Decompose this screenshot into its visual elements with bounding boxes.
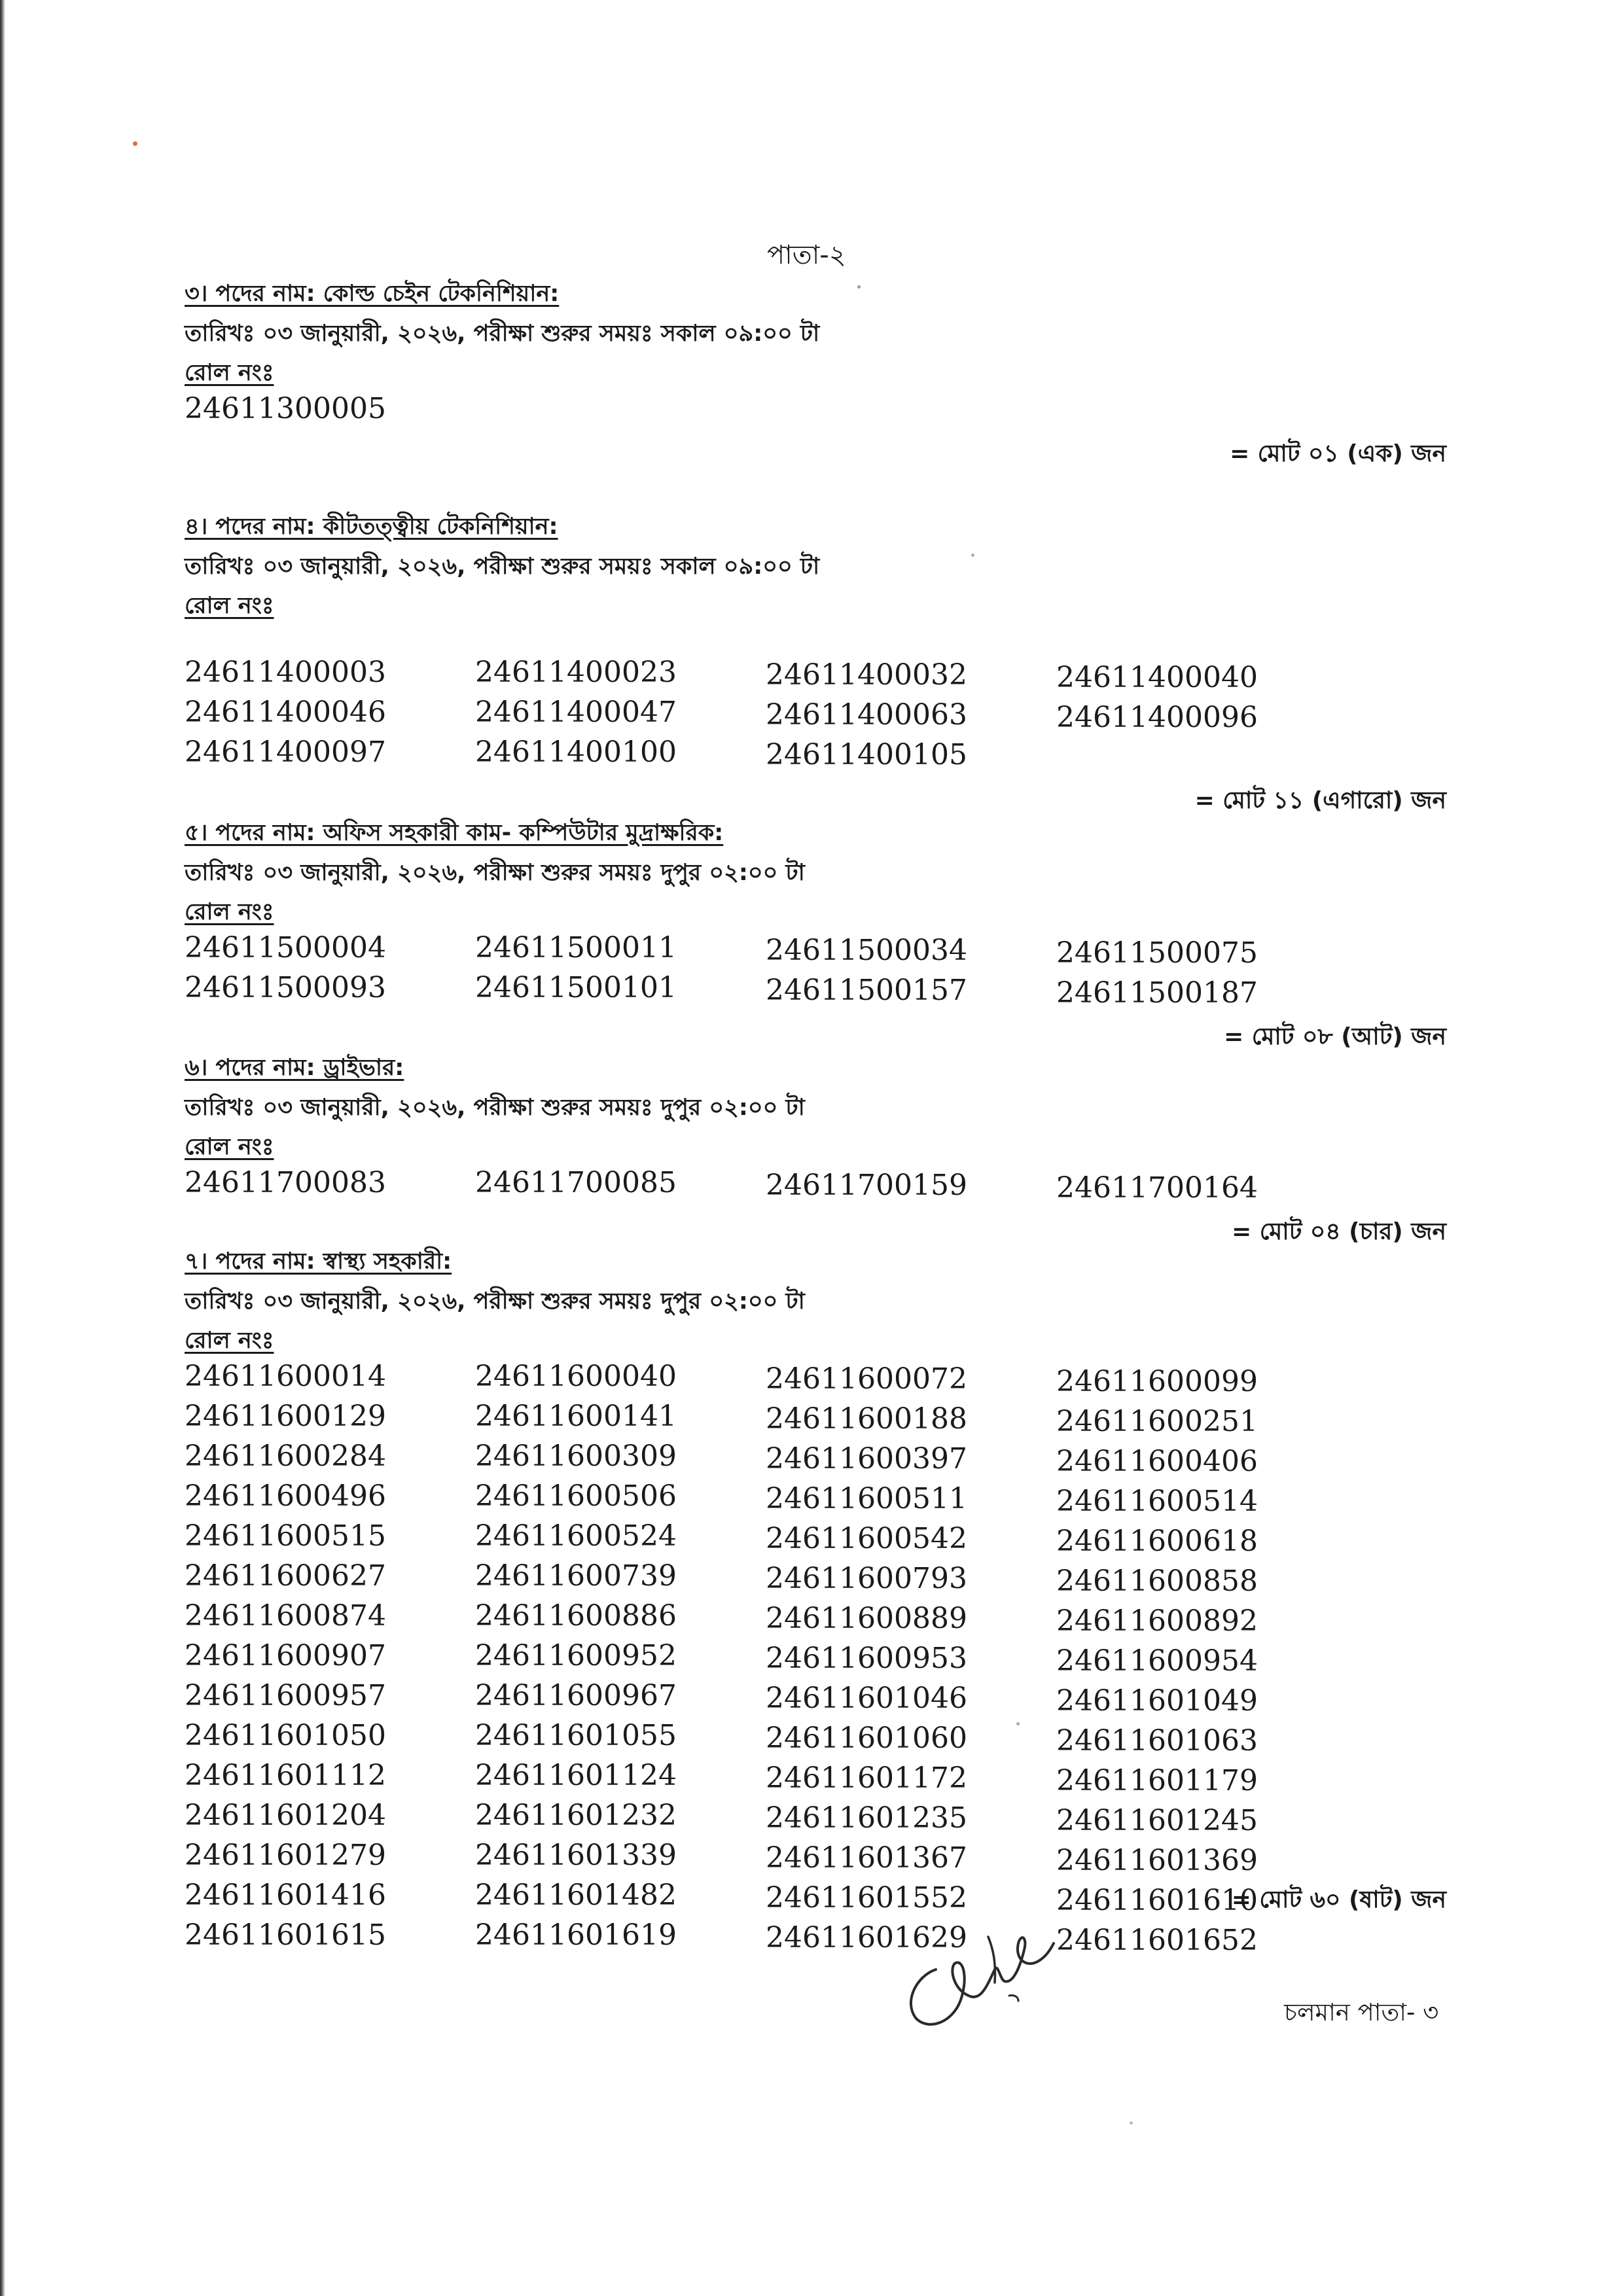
roll-number: 24611600952 [475, 1639, 677, 1672]
roll-number: 24611600496 [185, 1479, 386, 1513]
roll-number: 24611500075 [1056, 936, 1258, 970]
roll-number: 24611600907 [185, 1639, 386, 1672]
roll-number: 24611601204 [185, 1799, 386, 1832]
exam-schedule: তারিখঃ ০৩ জানুয়ারী, ২০২৬, পরীক্ষা শুরুর সময়ঃ দুপুর ০২:০০ টা [185, 1095, 805, 1121]
roll-number: 24611600014 [185, 1360, 386, 1393]
roll-number: 24611600511 [766, 1482, 967, 1515]
scan-speck [133, 141, 137, 146]
post-total: = মোট ০৮ (আট) জন [1224, 1023, 1446, 1050]
roll-number: 24611400046 [185, 696, 386, 729]
roll-number: 24611601629 [766, 1921, 967, 1954]
roll-number: 24611601179 [1056, 1764, 1258, 1797]
exam-schedule: তারিখঃ ০৩ জানুয়ারী, ২০২৬, পরীক্ষা শুরুর সময়ঃ দুপুর ০২:০০ টা [185, 1288, 805, 1315]
roll-number: 24611600188 [766, 1402, 967, 1436]
roll-number: 24611400096 [1056, 701, 1258, 734]
roll-label: রোল নংঃ [185, 899, 274, 925]
roll-list [185, 1359, 1454, 1958]
post-section [185, 508, 1454, 771]
roll-number: 24611700164 [1056, 1171, 1258, 1205]
roll-number: 24611500034 [766, 934, 967, 967]
roll-label: রোল নংঃ [185, 593, 274, 619]
roll-number: 24611601482 [475, 1879, 677, 1912]
roll-number: 24611600953 [766, 1642, 967, 1675]
roll-number: 24611601416 [185, 1879, 386, 1912]
roll-number: 24611600967 [475, 1679, 677, 1712]
roll-number: 24611400003 [185, 656, 386, 689]
roll-number: 24611601046 [766, 1682, 967, 1715]
roll-number: 24611601610 [1056, 1884, 1258, 1917]
post-title: ৫। পদের নাম: অফিস সহকারী কাম- কম্পিউটার মুদ্রাক্ষরিক: [185, 820, 724, 846]
roll-number: 24611500093 [185, 971, 386, 1004]
roll-number: 24611601063 [1056, 1724, 1258, 1757]
roll-number: 24611601112 [185, 1759, 386, 1792]
roll-number: 24611700083 [185, 1166, 386, 1199]
roll-number: 24611601367 [766, 1841, 967, 1875]
roll-number: 24611600309 [475, 1439, 677, 1473]
continued-page-note: চলমান পাতা- ৩ [1284, 1998, 1439, 2026]
roll-number: 24611600072 [766, 1362, 967, 1396]
roll-number: 24611601232 [475, 1799, 677, 1832]
post-title: ৭। পদের নাম: স্বাস্থ্য সহকারী: [185, 1248, 452, 1275]
roll-number: 24611601369 [1056, 1844, 1258, 1877]
roll-number: 24611400063 [766, 698, 967, 732]
roll-number: 24611600514 [1056, 1485, 1258, 1518]
post-total: = মোট ০১ (এক) জন [1230, 440, 1446, 467]
roll-number: 24611600506 [475, 1479, 677, 1513]
roll-number: 24611601339 [475, 1839, 677, 1872]
roll-number: 24611400023 [475, 656, 677, 689]
roll-number: 24611601652 [1056, 1924, 1258, 1957]
roll-number: 24611600954 [1056, 1644, 1258, 1678]
roll-number: 24611600141 [475, 1400, 677, 1433]
roll-list [185, 654, 1454, 771]
roll-number: 24611600892 [1056, 1604, 1258, 1638]
signature [890, 1898, 1067, 2041]
roll-number: 24611600542 [766, 1522, 967, 1555]
roll-number: 24611600627 [185, 1559, 386, 1593]
roll-number: 24611400097 [185, 735, 386, 769]
post-section [185, 1243, 1454, 1958]
roll-number: 24611601050 [185, 1719, 386, 1752]
roll-number: 24611600886 [475, 1599, 677, 1633]
exam-schedule: তারিখঃ ০৩ জানুয়ারী, ২০২৬, পরীক্ষা শুরুর সময়ঃ সকাল ০৯:০০ টা [185, 321, 820, 347]
roll-number: 24611600889 [766, 1602, 967, 1635]
post-section [185, 275, 1454, 426]
roll-number: 24611600858 [1056, 1564, 1258, 1598]
roll-number: 24611600406 [1056, 1445, 1258, 1478]
roll-number: 24611600284 [185, 1439, 386, 1473]
roll-number: 24611600129 [185, 1400, 386, 1433]
roll-number: 24611400105 [766, 738, 967, 771]
roll-number: 24611500101 [475, 971, 677, 1004]
roll-label: রোল নংঃ [185, 1134, 274, 1160]
roll-number: 24611601055 [475, 1719, 677, 1752]
roll-number: 24611600397 [766, 1442, 967, 1475]
roll-number: 24611400047 [475, 696, 677, 729]
roll-number: 24611500011 [475, 931, 677, 964]
scan-speck [1130, 2121, 1133, 2125]
post-section [185, 1049, 1454, 1205]
roll-number: 24611601172 [766, 1761, 967, 1795]
page-number: পাতা-২ [767, 240, 846, 270]
roll-number: 24611601235 [766, 1801, 967, 1835]
roll-number: 24611601245 [1056, 1804, 1258, 1837]
roll-number: 24611600874 [185, 1599, 386, 1633]
roll-number: 24611600099 [1056, 1365, 1258, 1398]
roll-number: 24611601615 [185, 1918, 386, 1952]
roll-number: 24611601060 [766, 1722, 967, 1755]
roll-number: 24611300005 [185, 392, 386, 425]
post-total: = মোট ৬০ (ষাট) জন [1231, 1886, 1446, 1913]
roll-number: 24611601049 [1056, 1684, 1258, 1718]
roll-number: 24611600739 [475, 1559, 677, 1593]
roll-number: 24611601552 [766, 1881, 967, 1915]
roll-number: 24611601619 [475, 1918, 677, 1952]
roll-number: 24611600251 [1056, 1405, 1258, 1438]
post-title: ৪। পদের নাম: কীটতত্ত্বীয় টেকনিশিয়ান: [185, 514, 558, 540]
roll-number: 24611500004 [185, 931, 386, 964]
exam-schedule: তারিখঃ ০৩ জানুয়ারী, ২০২৬, পরীক্ষা শুরুর সময়ঃ দুপুর ০২:০০ টা [185, 860, 805, 886]
roll-number: 24611600524 [475, 1519, 677, 1553]
roll-number: 24611600040 [475, 1360, 677, 1393]
post-total: = মোট ১১ (এগারো) জন [1194, 787, 1446, 814]
roll-list [185, 930, 1454, 1010]
roll-label: রোল নংঃ [185, 1328, 274, 1354]
roll-number: 24611400032 [766, 658, 967, 692]
post-section [185, 814, 1454, 1010]
post-title: ৬। পদের নাম: ড্রাইভার: [185, 1055, 404, 1081]
post-total: = মোট ০৪ (চার) জন [1232, 1218, 1446, 1245]
roll-number: 24611500157 [766, 974, 967, 1007]
roll-list [185, 391, 1454, 426]
scan-page-edge [0, 0, 5, 2296]
exam-schedule: তারিখঃ ০৩ জানুয়ারী, ২০২৬, পরীক্ষা শুরুর সময়ঃ সকাল ০৯:০০ টা [185, 554, 820, 580]
roll-number: 24611600618 [1056, 1525, 1258, 1558]
roll-label: রোল নংঃ [185, 360, 274, 386]
roll-number: 24611400040 [1056, 661, 1258, 694]
roll-list [185, 1165, 1454, 1205]
roll-number: 24611500187 [1056, 976, 1258, 1010]
roll-number: 24611700085 [475, 1166, 677, 1199]
roll-number: 24611400100 [475, 735, 677, 769]
post-title: ৩। পদের নাম: কোল্ড চেইন টেকনিশিয়ান: [185, 281, 560, 307]
roll-number: 24611600957 [185, 1679, 386, 1712]
roll-number: 24611601124 [475, 1759, 677, 1792]
roll-number: 24611601279 [185, 1839, 386, 1872]
roll-number: 24611700159 [766, 1169, 967, 1202]
roll-number: 24611600793 [766, 1562, 967, 1595]
roll-number: 24611600515 [185, 1519, 386, 1553]
